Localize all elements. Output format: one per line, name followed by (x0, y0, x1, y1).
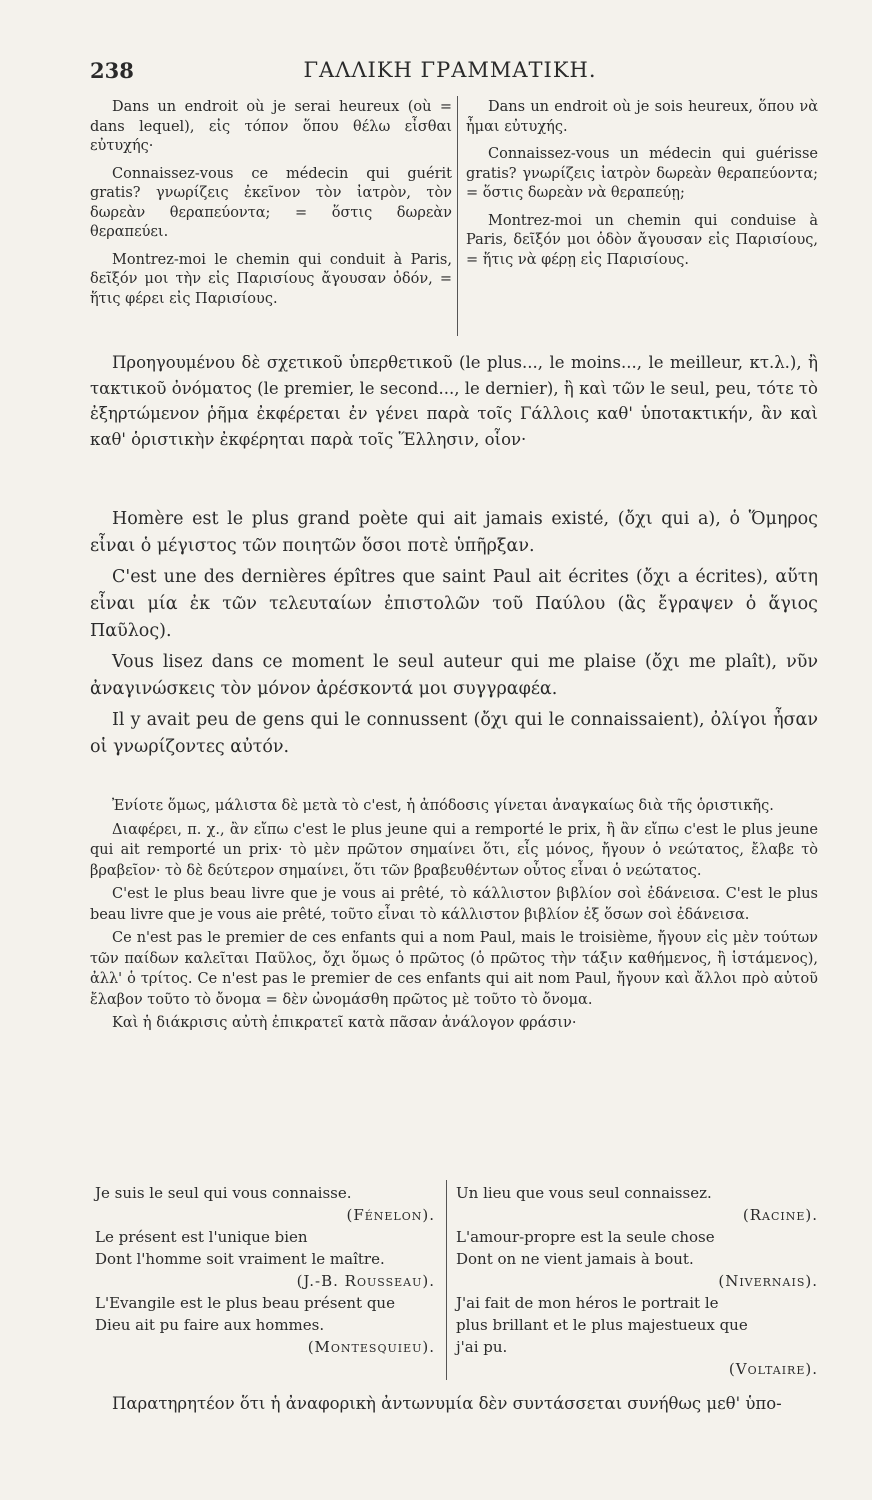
quotation-author: (Racine). (742, 1206, 818, 1224)
example-sentence: Homère est le plus grand poète qui ait jamais existé, (ὄχι qui a), ὁ Ὅμηρος εἶναι ὁ μέγιστος τῶν ποιητῶν ὅσοι ποτὲ ὑπῆρξαν. (90, 509, 818, 556)
verse-line: L'Evangile est le plus beau présent que (95, 1294, 395, 1312)
right-paragraph: Montrez-moi un chemin qui conduise à Paris, δεῖξόν μοι ὁδὸν ἄγουσαν εἰς Παρισίους, = ἥτις νὰ φέρῃ εἰς Παρισίους. (466, 212, 818, 268)
note-paragraph: Διαφέρει, π. χ., ἂν εἴπω c'est le plus jeune qui a remporté le prix, ἢ ἂν εἴπω c'est le plus jeune qui ait remporté un prix· τὸ μὲν πρῶτον σημαίνει ὅτι, εἷς μόνος, ἤγουν ὁ νεώτατος, ἔλαβε τὸ βραβεῖον· τὸ δὲ δεύτερον σημαίνει, ὅτι τῶν βραβευθέντων οὗτος εἶναι ὁ νεώτατος. (90, 821, 818, 879)
verse-line: Un lieu que vous seul connaissez. (456, 1184, 712, 1202)
right-paragraph: Connaissez-vous un médecin qui guérisse gratis? γνωρίζεις ἰατρὸν δωρεὰν θεραπεύοντα; = ὅστις δωρεὰν νὰ θεραπεύῃ; (466, 146, 818, 201)
quotation (456, 1226, 818, 1292)
quotation (456, 1182, 818, 1226)
quotation (95, 1226, 435, 1292)
examples-block (90, 506, 818, 765)
example-sentence: Il y avait peu de gens qui le connussent (ὄχι qui le connaissaient), ὀλίγοι ἦσαν οἱ γνωρίζοντες αὐτόν. (90, 710, 818, 757)
note-paragraph: Ce n'est pas le premier de ces enfants qui a nom Paul, mais le troisième, ἤγουν εἰς μὲν τούτων τῶν παίδων καλεῖται Παῦλος, ὄχι ὅμως ὁ πρῶτος (ὁ πρῶτος τὴν τάξιν καθήμενος, ἢ ἱστάμενος), ἀλλ' ὁ τρίτος. Ce n'est pas le premier de ces enfants qui ait nom Paul, ἤγουν καὶ ἄλλοι πρὸ αὐτοῦ ἔλαβον τοῦτο τὸ ὄνομα = δὲν ὠνομάσθη πρῶτος μὲ τοῦτο τὸ ὄνομα. (90, 930, 818, 1008)
right-column (466, 98, 818, 278)
note-paragraph: C'est le plus beau livre que je vous ai prêté, τὸ κάλλιστον βιβλίον σοὶ ἐδάνεισα. C'est le plus beau livre que je vous aie prêté, τοῦτο εἶναι τὸ κάλλιστον βιβλίον ἐξ ὅσων σοὶ ἐδάνεισα. (90, 886, 818, 923)
verse-line: Le présent est l'unique bien (95, 1228, 308, 1246)
verse-line: plus brillant et le plus majestueux que (456, 1316, 748, 1334)
verse-line: Dont l'homme soit vraiment le maître. (95, 1250, 385, 1268)
quotation-author: (J.-B. Rousseau). (296, 1272, 435, 1290)
verse-line: L'amour-propre est la seule chose (456, 1228, 715, 1246)
left-paragraph: Connaissez-vous ce médecin qui guérit gratis? γνωρίζεις ἐκεῖνον τὸν ἰατρὸν, τὸν δωρεὰν θεραπεύοντα; = ὅστις δωρεὰν θεραπεύει. (90, 165, 452, 240)
main-paragraph: Προηγουμένου δὲ σχετικοῦ ὑπερθετικοῦ (le plus..., le moins..., le meilleur, κτ.λ.), ἢ τακτικοῦ ὀνόματος (le premier, le second..., le dernier), ἢ καὶ τῶν le seul, peu, τότε τὸ ἐξηρτώμενον ῥῆμα ἐκφέρεται ἐν γένει παρὰ τοῖς Γάλλοις καθ' ὑποτακτικήν, ἂν καὶ καθ' ὁριστικὴν ἐκφέρηται παρὰ τοῖς Ἕλλησιν, οἷον· (90, 353, 818, 449)
verse-column-left (95, 1182, 435, 1358)
example-sentence: Vous lisez dans ce moment le seul auteur qui me plaise (ὄχι me plaît), νῦν ἀναγινώσκεις τὸν μόνον ἀρέσκοντά μοι συγγραφέα. (90, 652, 818, 699)
quotation (95, 1182, 435, 1226)
quotation-author: (Montesquieu). (307, 1338, 435, 1356)
verse-line: Dont on ne vient jamais à bout. (456, 1250, 694, 1268)
continuation-line: Παρατηρητέον ὅτι ἡ ἀναφορικὴ ἀντωνυμία δὲν συντάσσεται συνήθως μεθ' ὑπο- (112, 1394, 782, 1413)
quotation-author: (Nivernais). (718, 1272, 818, 1290)
column-divider (446, 1180, 447, 1380)
note-paragraph: Καὶ ἡ διάκρισις αὐτὴ ἐπικρατεῖ κατὰ πᾶσαν ἀνάλογον φράσιν· (112, 1015, 577, 1031)
notes-block (90, 796, 818, 1037)
running-title: ΓΑΛΛΙΚΗ ΓΡΑΜΜΑΤΙΚΗ. (303, 58, 597, 82)
quotation-author: (Fénelon). (346, 1206, 435, 1224)
verse-line: Dieu ait pu faire aux hommes. (95, 1316, 325, 1334)
verse-column-right (456, 1182, 818, 1380)
page-header (90, 58, 810, 88)
note-paragraph: Ἐνίοτε ὅμως, μάλιστα δὲ μετὰ τὸ c'est, ἡ ἀπόδοσις γίνεται ἀναγκαίως διὰ τῆς ὁριστικῆς. (112, 798, 774, 814)
right-paragraph: Dans un endroit où je sois heureux, ὅπου νὰ ἦμαι εὐτυχής. (466, 99, 818, 135)
verse-line: j'ai pu. (456, 1338, 508, 1356)
left-paragraph: Dans un endroit où je serai heureux (où = dans lequel), εἰς τόπον ὅπου θέλω εἶσθαι εὐτυχής· (90, 99, 452, 154)
main-rule-text (90, 350, 818, 456)
quotation (95, 1292, 435, 1358)
left-paragraph: Montrez-moi le chemin qui conduit à Paris, δεῖξόν μοι τὴν εἰς Παρισίους ἄγουσαν ὁδόν, = ἥτις φέρει εἰς Παρισίους. (90, 251, 452, 307)
verse-line: J'ai fait de mon héros le portrait le (456, 1294, 719, 1312)
verse-line: Je suis le seul qui vous connaisse. (95, 1184, 352, 1202)
page-number: 238 (90, 58, 134, 83)
left-column (90, 98, 452, 317)
example-sentence: C'est une des dernières épîtres que saint Paul ait écrites (ὄχι a écrites), αὕτη εἶναι μία ἐκ τῶν τελευταίων ἐπιστολῶν τοῦ Παύλου (ἃς ἔγραψεν ὁ ἅγιος Παῦλος). (90, 567, 818, 641)
column-divider (457, 96, 458, 336)
quotation (456, 1292, 818, 1380)
quotation-author: (Voltaire). (728, 1360, 818, 1378)
